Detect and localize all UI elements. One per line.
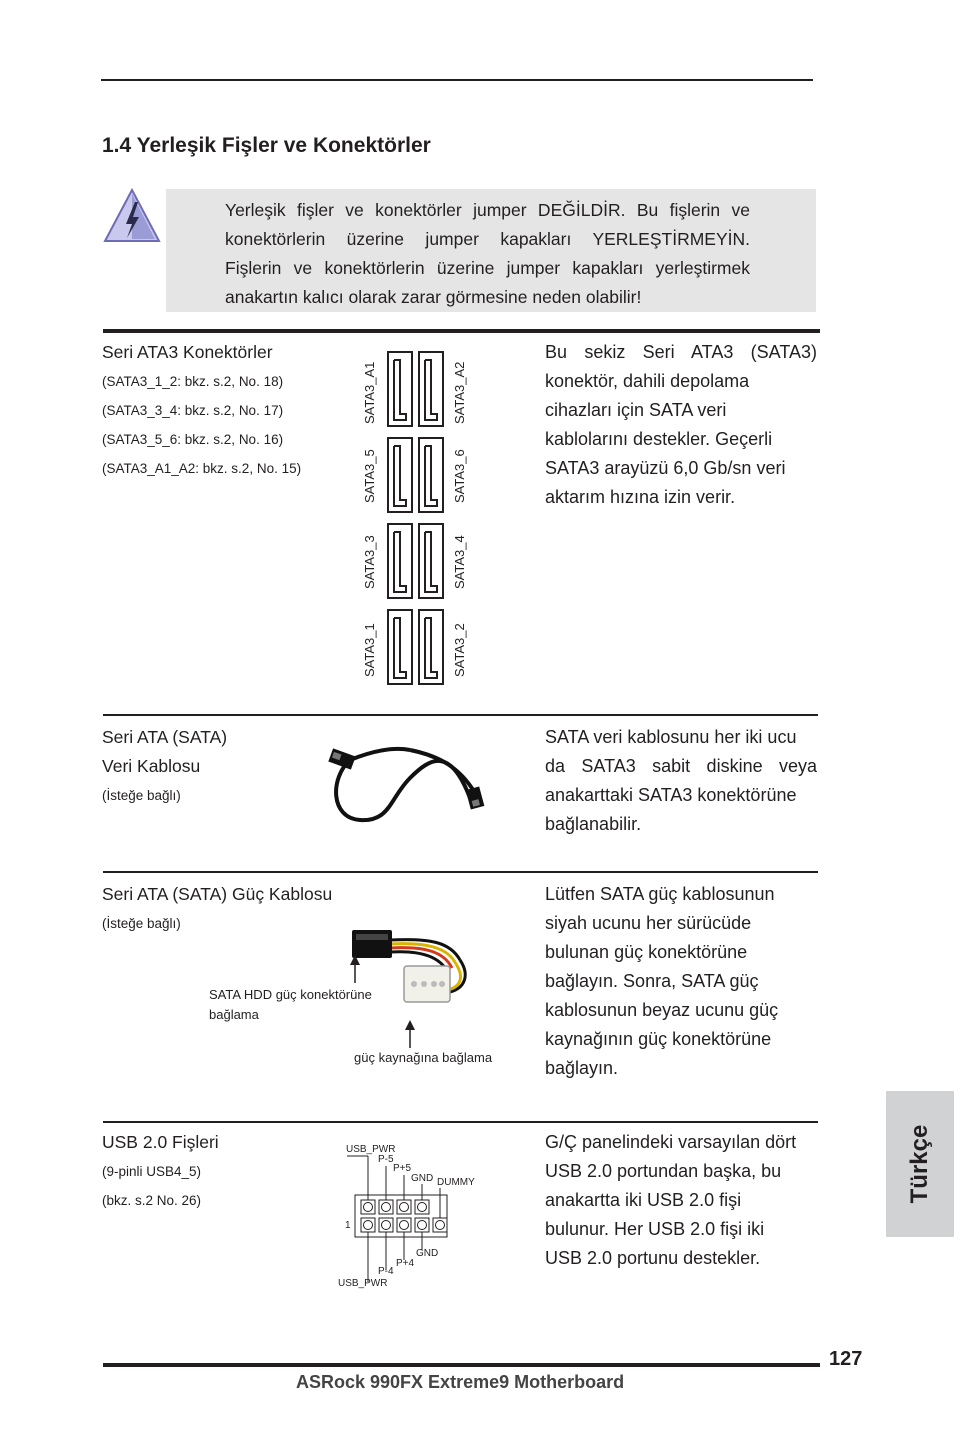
usb-ref-2: (bkz. s.2 No. 26)	[102, 1193, 202, 1208]
sata3-desc-line-5: SATA3 arayüzü 6,0 Gb/sn veri	[545, 458, 786, 478]
warning-line-1: Yerleşik fişler ve konektörler jumper DEĞİLDİR. Bu fişlerin ve	[225, 200, 750, 220]
sata3-desc-line-1: Bu sekiz Seri ATA3 (SATA3)	[545, 342, 817, 362]
sata-port-3	[388, 524, 412, 598]
footer-text: ASRock 990FX Extreme9 Motherboard	[296, 1372, 625, 1392]
callout-sata-hdd-line-1: SATA HDD güç konektörüne	[209, 987, 372, 1002]
label-sata3-1: SATA3_1	[362, 623, 377, 677]
sata-port-4	[419, 524, 443, 598]
section-divider	[103, 871, 818, 873]
power-cable-desc-line-3: bulunan güç konektörüne	[545, 942, 748, 962]
power-cable-desc-line-1: Lütfen SATA güç kablosunun	[545, 884, 775, 904]
usb-desc-line-5: USB 2.0 portunu destekler.	[545, 1248, 761, 1268]
sata3-connector-diagram	[385, 350, 450, 686]
power-cable-title: Seri ATA (SATA) Güç Kablosu	[102, 884, 333, 904]
sata-cable-title-2: Veri Kablosu	[102, 756, 201, 776]
warning-line-2: konektörlerin üzerine jumper kapakları YERLEŞTİRMEYİN.	[225, 229, 750, 249]
sata-port-6	[419, 438, 443, 512]
usb-pin-1-marker: 1	[345, 1220, 351, 1231]
label-sata3-a2: SATA3_A2	[452, 361, 467, 424]
sata-cable-desc-line-4: bağlanabilir.	[545, 814, 642, 834]
sata3-ref-3: (SATA3_5_6: bkz. s.2, No. 16)	[102, 432, 284, 447]
power-cable-desc-line-4: bağlayın. Sonra, SATA güç	[545, 971, 759, 991]
sata-cable-note: (İsteğe bağlı)	[102, 788, 181, 803]
power-cable-note: (İsteğe bağlı)	[102, 916, 181, 931]
sata3-description	[545, 338, 817, 512]
power-cable-desc-line-5: kablosunun beyaz ucunu güç	[545, 1000, 779, 1020]
section-divider	[103, 714, 818, 716]
sata3-desc-line-3: cihazları için SATA veri	[545, 400, 727, 420]
sata-cable-desc-line-3: anakarttaki SATA3 konektörüne	[545, 785, 797, 805]
usb-pin-p-minus-4: P-4	[378, 1266, 394, 1277]
label-sata3-3: SATA3_3	[362, 535, 377, 589]
usb-description	[545, 1128, 817, 1273]
usb-ref-1: (9-pinli USB4_5)	[102, 1164, 202, 1179]
language-tab-label: Türkçe	[906, 1124, 933, 1204]
usb-pin-gnd-top: GND	[411, 1173, 434, 1184]
usb-desc-line-1: G/Ç panelindeki varsayılan dört	[545, 1132, 797, 1152]
arrow-up-icon	[345, 955, 365, 985]
section-divider	[103, 1121, 818, 1123]
usb-pin-p-minus-5: P-5	[378, 1154, 394, 1165]
sata3-ref-2: (SATA3_3_4: bkz. s.2, No. 17)	[102, 403, 284, 418]
sata3-ref-1: (SATA3_1_2: bkz. s.2, No. 18)	[102, 374, 284, 389]
usb-title: USB 2.0 Fişleri	[102, 1132, 219, 1152]
callout-power-supply: güç kaynağına bağlama	[354, 1050, 493, 1065]
usb-desc-line-4: bulunur. Her USB 2.0 fişi iki	[545, 1219, 765, 1239]
power-cable-desc-line-2: siyah ucunu her sürücüde	[545, 913, 752, 933]
footer-rule	[103, 1363, 820, 1367]
usb-pin-p-plus-4: P+4	[396, 1258, 415, 1269]
sata3-desc-line-6: aktarım hızına izin verir.	[545, 487, 736, 507]
usb-desc-line-2: USB 2.0 portundan başka, bu	[545, 1161, 782, 1181]
warning-line-4: anakartın kalıcı olarak zarar görmesine neden olabilir!	[225, 287, 642, 307]
sata-port-a1	[388, 352, 412, 426]
arrow-up-icon	[400, 1020, 420, 1050]
callout-sata-hdd-line-2: bağlama	[209, 1007, 259, 1022]
sata-port-1	[388, 610, 412, 684]
sata3-desc-line-4: kablolarını destekler. Geçerli	[545, 429, 773, 449]
callout-sata-hdd	[209, 985, 372, 1025]
sata-cable-desc-line-2: da SATA3 sabit diskine veya	[545, 756, 817, 776]
usb-pin-usb-pwr-top: USB_PWR	[346, 1144, 396, 1155]
sata3-title: Seri ATA3 Konektörler	[102, 342, 273, 362]
sata3-desc-line-2: konektör, dahili depolama	[545, 371, 750, 391]
power-cable-desc-line-6: kaynağının güç konektörüne	[545, 1029, 772, 1049]
warning-text	[225, 196, 750, 312]
section-title: 1.4 Yerleşik Fişler ve Konektörler	[102, 134, 431, 157]
section-divider	[103, 329, 820, 333]
power-cable-description	[545, 880, 817, 1083]
label-sata3-a1: SATA3_A1	[362, 361, 377, 424]
usb-pin-dummy: DUMMY	[437, 1177, 475, 1188]
usb-pin-p-plus-5: P+5	[393, 1163, 412, 1174]
sata-port-5	[388, 438, 412, 512]
sata-port-2	[419, 610, 443, 684]
label-sata3-6: SATA3_6	[452, 449, 467, 503]
label-sata3-2: SATA3_2	[452, 623, 467, 677]
sata-cable-title-1: Seri ATA (SATA)	[102, 727, 228, 747]
usb-desc-line-3: anakartta iki USB 2.0 fişi	[545, 1190, 742, 1210]
usb-pin-gnd-bottom: GND	[416, 1248, 439, 1259]
label-sata3-5: SATA3_5	[362, 449, 377, 503]
power-cable-desc-line-7: bağlayın.	[545, 1058, 619, 1078]
label-sata3-4: SATA3_4	[452, 535, 467, 589]
warning-line-3: Fişlerin ve konektörlerin üzerine jumper kapakları yerleştirmek	[225, 258, 750, 278]
top-rule	[101, 79, 813, 81]
warning-triangle-icon	[102, 186, 162, 246]
usb-pin-usb-pwr-bottom: USB_PWR	[338, 1278, 388, 1289]
sata3-ref-4: (SATA3_A1_A2: bkz. s.2, No. 15)	[102, 461, 302, 476]
sata-port-a2	[419, 352, 443, 426]
sata-cable-description	[545, 723, 817, 839]
sata-data-cable-image	[320, 738, 490, 830]
sata-cable-desc-line-1: SATA veri kablosunu her iki ucu	[545, 727, 797, 747]
page-number: 127	[829, 1348, 863, 1370]
